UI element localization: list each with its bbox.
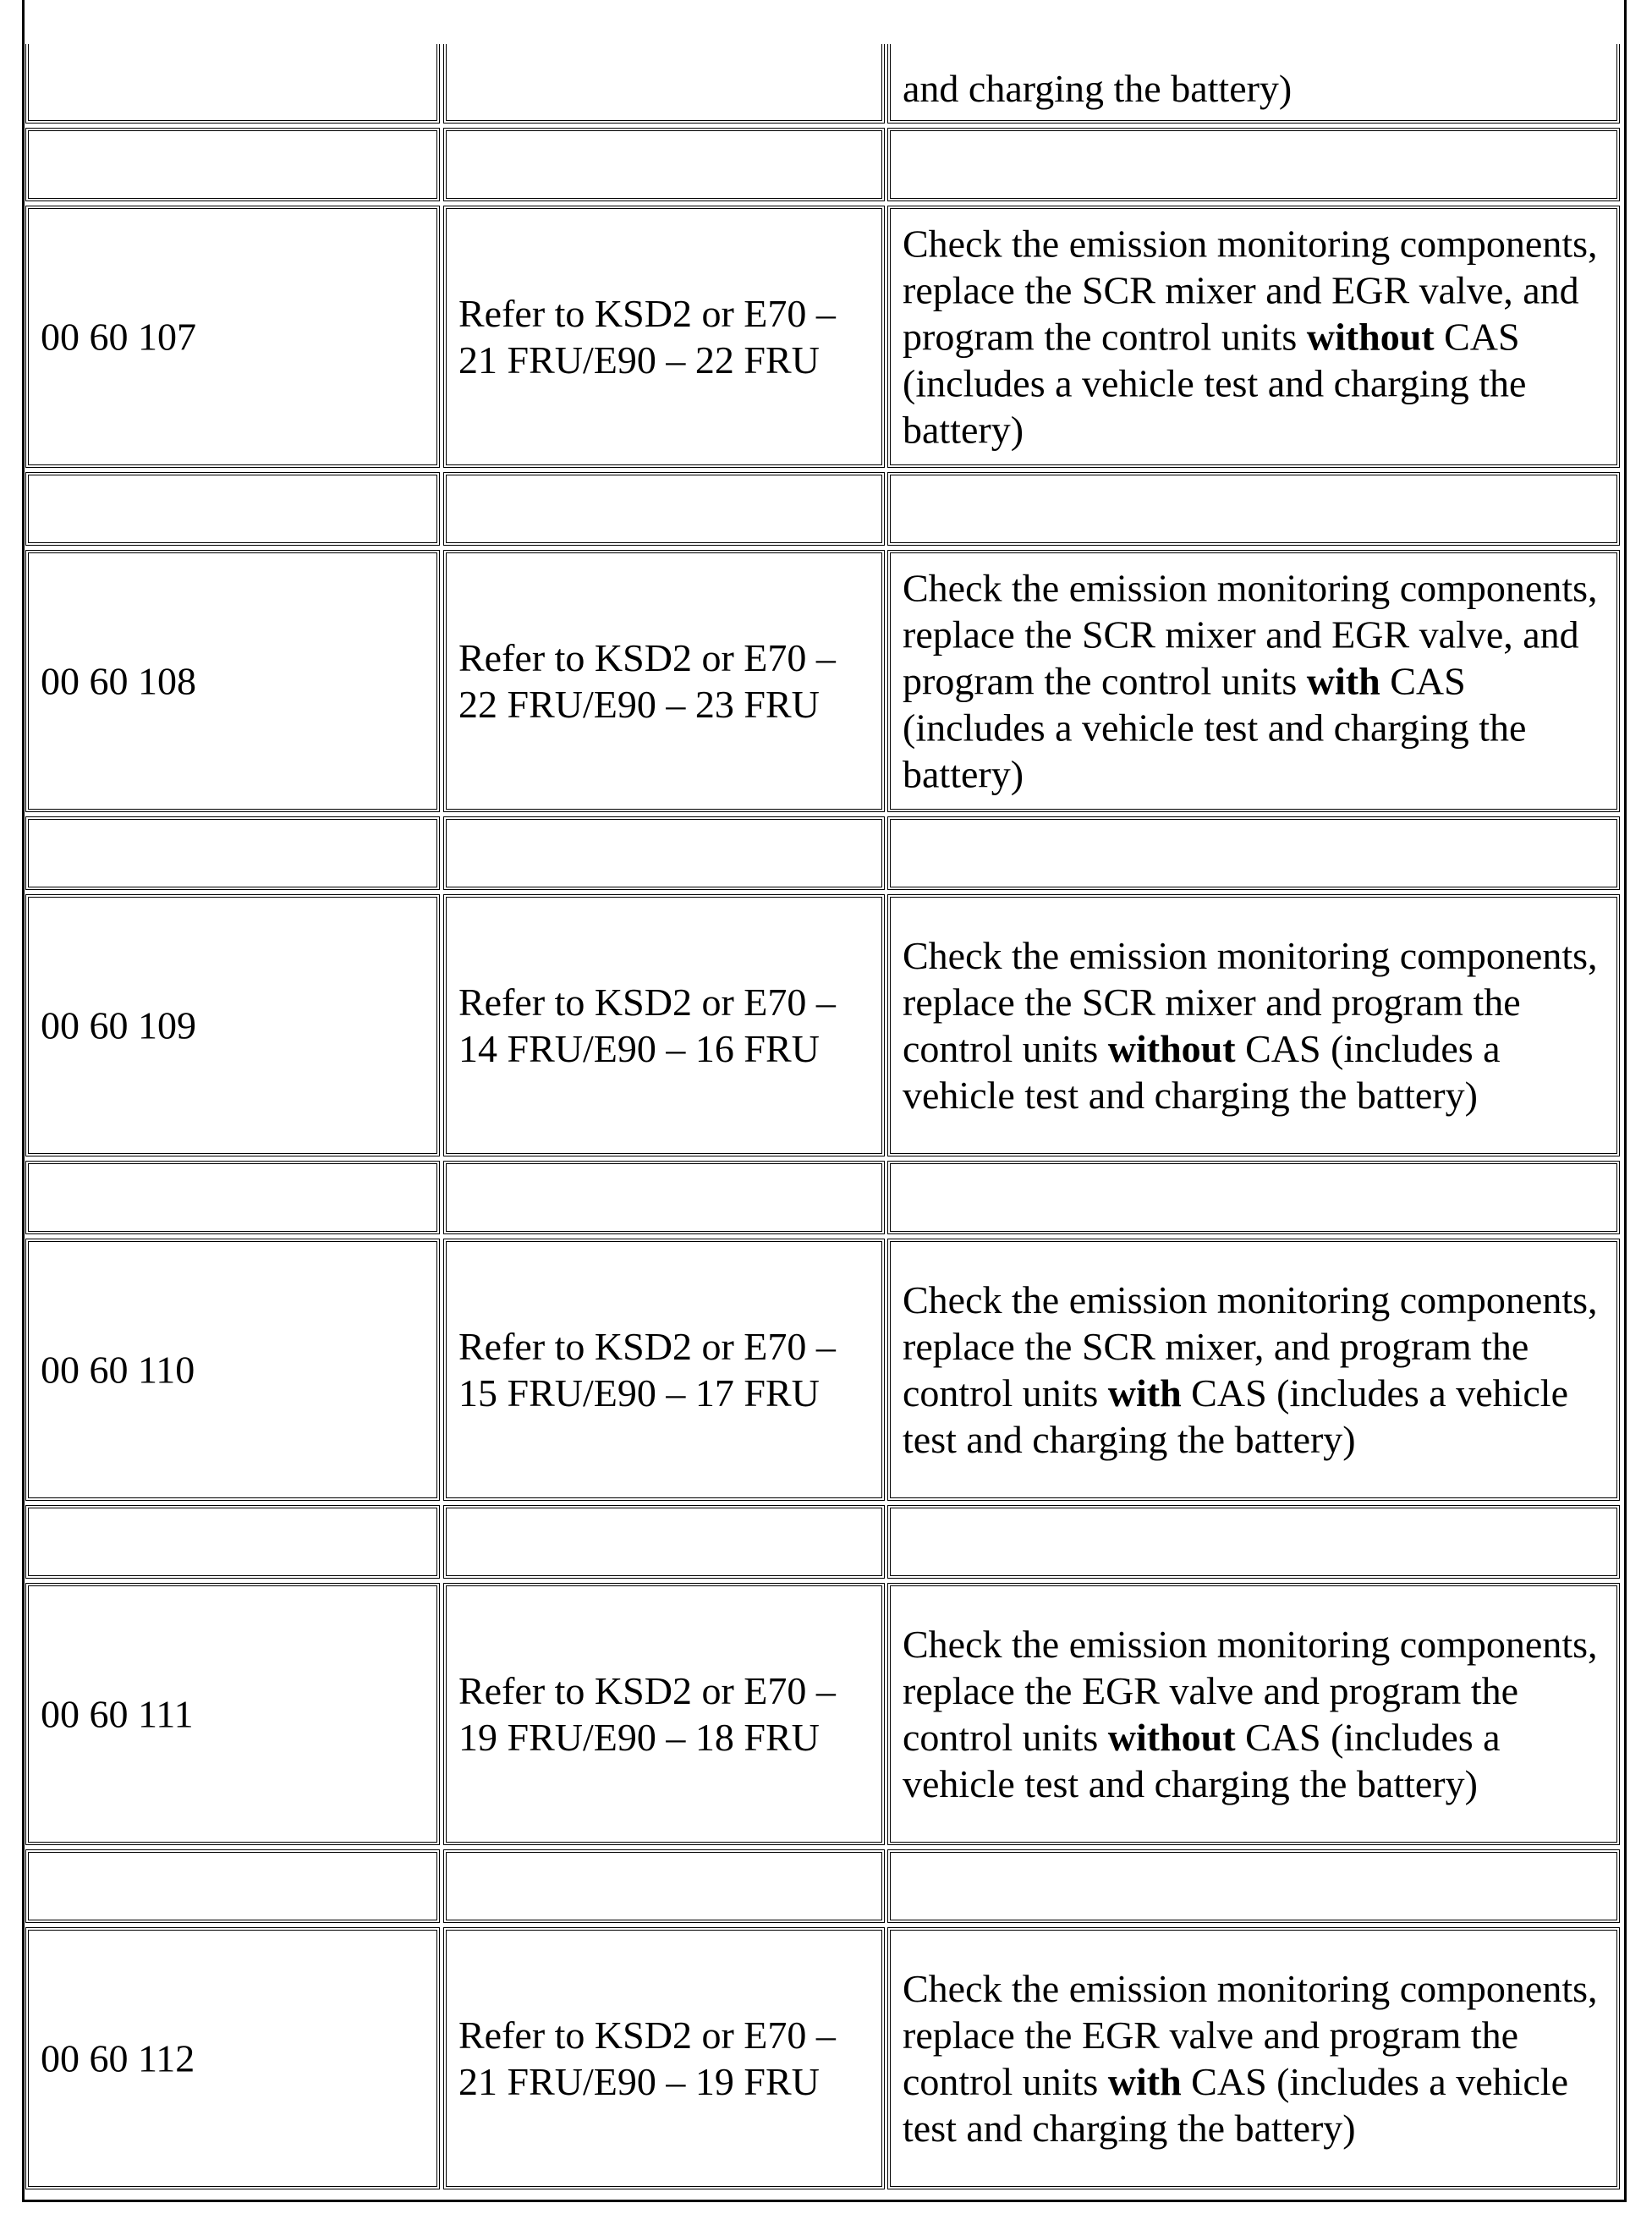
description-text [903,932,1608,1118]
description-text-start: Check the emission monitoring components, replace the SCR mixer, and program the control units [903,1278,1598,1415]
description-text-start: Check the emission monitoring components, replace the EGR valve and program the control units [903,1623,1598,1759]
refer-line-2: 14 FRU/E90 – 16 FRU [458,1027,820,1070]
refer-text [458,1323,871,1416]
refer-line-1: Refer to KSD2 or E70 – [458,292,836,335]
spacer-cell [25,128,440,201]
refer-cell [443,1583,885,1845]
refer-line-1: Refer to KSD2 or E70 – [458,1325,836,1368]
refer-line-1: Refer to KSD2 or E70 – [458,636,836,679]
operation-code: 00 60 108 [41,659,196,703]
table-row-00-60-111 [25,1583,440,1845]
refer-cell [443,1239,885,1501]
description-cas-qualifier: without [1107,1716,1236,1759]
spacer-cell [443,816,885,890]
table-cell-code-continued [25,44,440,124]
description-text [903,565,1608,798]
spacer-cell [887,128,1620,201]
spacer-cell [443,472,885,546]
table-cell-refer-continued [443,44,885,124]
refer-cell [443,1927,885,2189]
spacer-cell [443,1849,885,1923]
description-cell [887,894,1620,1156]
operation-code: 00 60 107 [41,315,196,359]
refer-text [458,2012,871,2105]
description-text-end: CAS (includes a vehicle test and charging the battery) [903,2060,1568,2150]
description-text-end: CAS (includes a vehicle test and charging the battery) [903,1716,1501,1805]
description-text-end: CAS (includes a vehicle test and charging the battery) [903,315,1527,452]
refer-line-2: 15 FRU/E90 – 17 FRU [458,1371,820,1415]
spacer-cell [443,1505,885,1579]
description-text [903,1965,1608,2151]
refer-text [458,635,871,728]
description-text-end: CAS (includes a vehicle test and charging the battery) [903,1371,1568,1461]
spacer-cell [25,1505,440,1579]
table-row-00-60-110 [25,1239,440,1501]
table-row-00-60-109 [25,894,440,1156]
description-text-start: Check the emission monitoring components, replace the SCR mixer and EGR valve, and program the control units [903,566,1598,703]
description-continuation-text: and charging the battery) [903,67,1293,110]
description-cas-qualifier: with [1306,659,1380,703]
operation-code: 00 60 111 [41,1692,194,1736]
refer-line-2: 19 FRU/E90 – 18 FRU [458,1716,820,1759]
spacer-cell [887,1849,1620,1923]
table-row-00-60-108 [25,550,440,812]
operation-code: 00 60 112 [41,2036,195,2080]
refer-line-1: Refer to KSD2 or E70 – [458,2013,836,2057]
spacer-cell [887,816,1620,890]
refer-text [458,1667,871,1761]
description-cell [887,1583,1620,1845]
spacer-cell [443,1161,885,1234]
operation-code: 00 60 110 [41,1348,195,1392]
description-text [903,1621,1608,1807]
operation-code: 00 60 109 [41,1003,196,1047]
description-cell [887,1927,1620,2189]
spacer-cell [443,128,885,201]
description-cas-qualifier: with [1107,2060,1182,2103]
description-text-end: CAS (includes a vehicle test and charging the battery) [903,659,1527,796]
refer-line-2: 21 FRU/E90 – 22 FRU [458,338,820,382]
table-row-00-60-107 [25,206,440,468]
table-cell-description-continued [887,44,1620,124]
description-cas-qualifier: without [1107,1027,1236,1070]
description-cas-qualifier: without [1306,315,1435,359]
description-cell [887,1239,1620,1501]
description-text-start: Check the emission monitoring components, replace the EGR valve and program the control units [903,1967,1598,2103]
table-row-00-60-112 [25,1927,440,2189]
spacer-cell [25,816,440,890]
spacer-cell [887,1505,1620,1579]
refer-text [458,290,871,383]
description-cell [887,550,1620,812]
description-cas-qualifier: with [1107,1371,1182,1415]
description-cell [887,206,1620,468]
description-text [903,221,1608,453]
refer-line-2: 21 FRU/E90 – 19 FRU [458,2060,820,2103]
description-text-end: CAS (includes a vehicle test and charging the battery) [903,1027,1501,1117]
spacer-cell [25,1849,440,1923]
refer-line-1: Refer to KSD2 or E70 – [458,981,836,1024]
refer-cell [443,206,885,468]
spacer-cell [887,1161,1620,1234]
spacer-cell [25,472,440,546]
refer-cell [443,550,885,812]
refer-line-2: 22 FRU/E90 – 23 FRU [458,683,820,726]
refer-text [458,979,871,1072]
spacer-cell [25,1161,440,1234]
description-text-start: Check the emission monitoring components, replace the SCR mixer and EGR valve, and program the control units [903,222,1598,359]
description-text [903,1277,1608,1463]
refer-line-1: Refer to KSD2 or E70 – [458,1669,836,1712]
description-text-start: Check the emission monitoring components, replace the SCR mixer and program the control units [903,934,1598,1070]
spacer-cell [887,472,1620,546]
refer-cell [443,894,885,1156]
